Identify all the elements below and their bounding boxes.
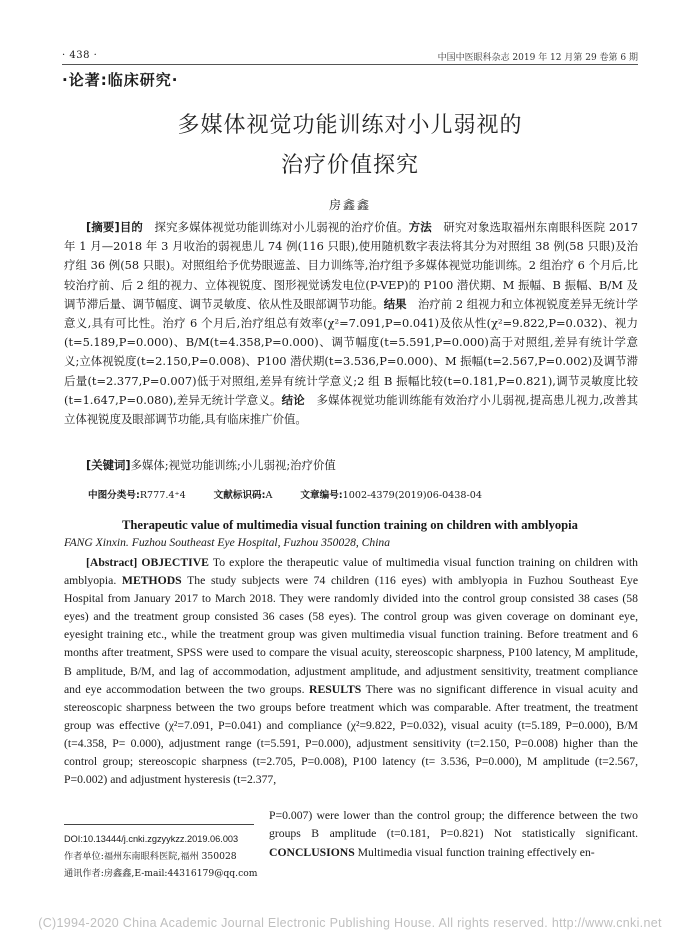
- en-results: There was no significant difference in visual acuity and stereoscopic sharpness between the two groups before treatment which was comparable. After treatment, the treatment group was effective (χ²=7.091, P=0.041) and compliance (χ²=9.822, P=0.032), visual acuity (t=5.189, P=0.000), B/M (t=4.358, P= 0.000), adjustment range (t=5.591, P=0.000), adjustment sensitivity (t=2.150, P=0.008) higher than the control group; stereoscopic sharpness (t=2.705, P=0.008), P100 latency (t= 3.536, P=0.000), M amplitude (t=2.567, P=0.002) and adjustment hysteresis (t=2.377,: [64, 682, 638, 787]
- cn-abstract-label: [摘要]目的: [86, 220, 143, 234]
- page-number: · 438 ·: [62, 50, 98, 61]
- en-abstract-label: [Abstract] OBJECTIVE: [86, 556, 209, 569]
- english-title: Therapeutic value of multimedia visual function training on children with amblyopia: [122, 518, 578, 532]
- copyright-notice: (C)1994-2020 China Academic Journal Electronic Publishing House. All rights reserved. http://www.cnki.net: [38, 916, 662, 930]
- en-results-label: RESULTS: [309, 682, 362, 696]
- en-conclusions-label: CONCLUSIONS: [269, 845, 355, 859]
- article-number-value: 1002-4379(2019)06-0438-04: [342, 490, 482, 501]
- classification-line: [88, 487, 482, 501]
- keywords-text: 多媒体;视觉功能训练;小儿弱视;治疗价值: [130, 458, 336, 472]
- article-title-line1: 多媒体视觉功能训练对小儿弱视的: [177, 113, 523, 138]
- cn-results: 治疗前 2 组视力和立体视锐度差异无统计学意义,具有可比性。治疗 6 个月后,治疗组总有效率(χ²=7.091,P=0.041)及依从性(χ²=9.822,P=0.032)、视力(t=5.189,P=0.000)、B/M(t=4.358,P=0.000)、调节幅度(t=5.591,P=0.000)高于对照组,差异有统计学意义;立体视锐度(t=2.150,P=0.008)、P100 潜伏期(t=3.536,P=0.000)、M 振幅(t=2.567,P=0.002)及调节滞后量(t=2.377,P=0.007)低于对照组,差异有统计学意义;2 组 B 振幅比较(t=0.181,P=0.821),调节灵敏度比较(t=1.647,P=0.080),差异无统计学意义。: [64, 296, 638, 407]
- author-name: 房鑫鑫: [328, 198, 371, 212]
- keywords: [64, 456, 638, 475]
- cn-methods: 研究对象选取福州东南眼科医院 2017 年 1 月—2018 年 3 月收治的弱视患儿 74 例(116 只眼),使用随机数字表法将其分为对照组 38 例(58 只眼)及治疗组 36 例(58 只眼)。对照组给予优势眼遮盖、目力训练等,治疗组予多媒体视觉功能训练。2 组治疗 6 个月后,比较治疗前、后 2 组的视力、立体视锐度、图形视觉诱发电位(P-VEP)的 P100 潜伏期、M 振幅、B 振幅、B/M 及调节滞后量、调节幅度、调节灵敏度、依从性及眼部调节功能。: [64, 220, 638, 311]
- chinese-abstract: [64, 218, 638, 429]
- clc-value: R777.4⁺4: [139, 490, 186, 501]
- doc-code-label: 文献标识码:: [213, 490, 266, 501]
- english-abstract-continued: [269, 807, 638, 862]
- cn-results-label: 结果: [383, 296, 407, 311]
- cn-conclusion-label: 结论: [281, 392, 305, 407]
- en-objective: To explore the therapeutic value of multimedia visual function training on children with amblyopia.: [64, 556, 638, 588]
- keywords-label: [关键词]: [86, 458, 131, 472]
- header-rule: [62, 64, 638, 65]
- journal-header: 中国中医眼科杂志 2019 年 12 月第 29 卷第 6 期: [437, 53, 638, 63]
- cn-methods-label: 方法: [408, 220, 432, 234]
- clc-label: 中图分类号:: [88, 490, 140, 501]
- section-tag: ·论著:临床研究·: [62, 71, 179, 89]
- en-results-continued: P=0.007) were lower than the control group; the difference between the two groups B amplitude (t=0.181, P=0.821) Not statistically significant.: [269, 809, 638, 841]
- en-methods-label: METHODS: [121, 574, 182, 588]
- article-title-line2: 治疗价值探究: [280, 153, 419, 178]
- en-conclusions: Multimedia visual function training effectively en-: [357, 845, 595, 859]
- footnote-affiliation: 作者单位:福州东南眼科医院,福州 350028: [64, 851, 237, 862]
- cn-objective: 探究多媒体视觉功能训练对小儿弱视的治疗价值。: [154, 220, 409, 234]
- english-author: FANG Xinxin. Fuzhou Southeast Eye Hospital, Fuzhou 350028, China: [64, 536, 391, 549]
- cn-conclusion: 多媒体视觉功能训练能有效治疗小儿弱视,提高患儿视力,改善其立体视锐度及眼部调节功能,具有临床推广价值。: [64, 392, 638, 427]
- article-number-label: 文章编号:: [300, 490, 343, 501]
- en-methods: The study subjects were 74 children (116 eyes) with amblyopia in Fuzhou Southeast Eye Hospital from January 2017 to March 2018. They were randomly divided into the control group consisted 38 cases (58 eyes) and the treatment group consisted 36 cases (58 eyes). The control group was given coverage on dominant eye, eyesight training etc., while the treatment group was given multimedia visual function training. Before treatment and 6 months after treatment, SPSS were used to compare the visual acuity, stereoscopic sharpness, P100 latency, M amplitude, B amplitude, B/M, and lag of accommodation, adjustment amplitude, and adjustment sensitivity, treatment compliance and eye accommodation between the two groups.: [64, 574, 639, 696]
- doc-code-value: A: [265, 490, 273, 501]
- footnote-correspondence: 通讯作者:房鑫鑫,E-mail:44316179@qq.com: [64, 868, 258, 879]
- footnote-doi: DOI:10.13444/j.cnki.zgzyykzz.2019.06.003: [64, 834, 239, 844]
- english-abstract: [64, 554, 638, 789]
- footnote-rule: [64, 824, 254, 825]
